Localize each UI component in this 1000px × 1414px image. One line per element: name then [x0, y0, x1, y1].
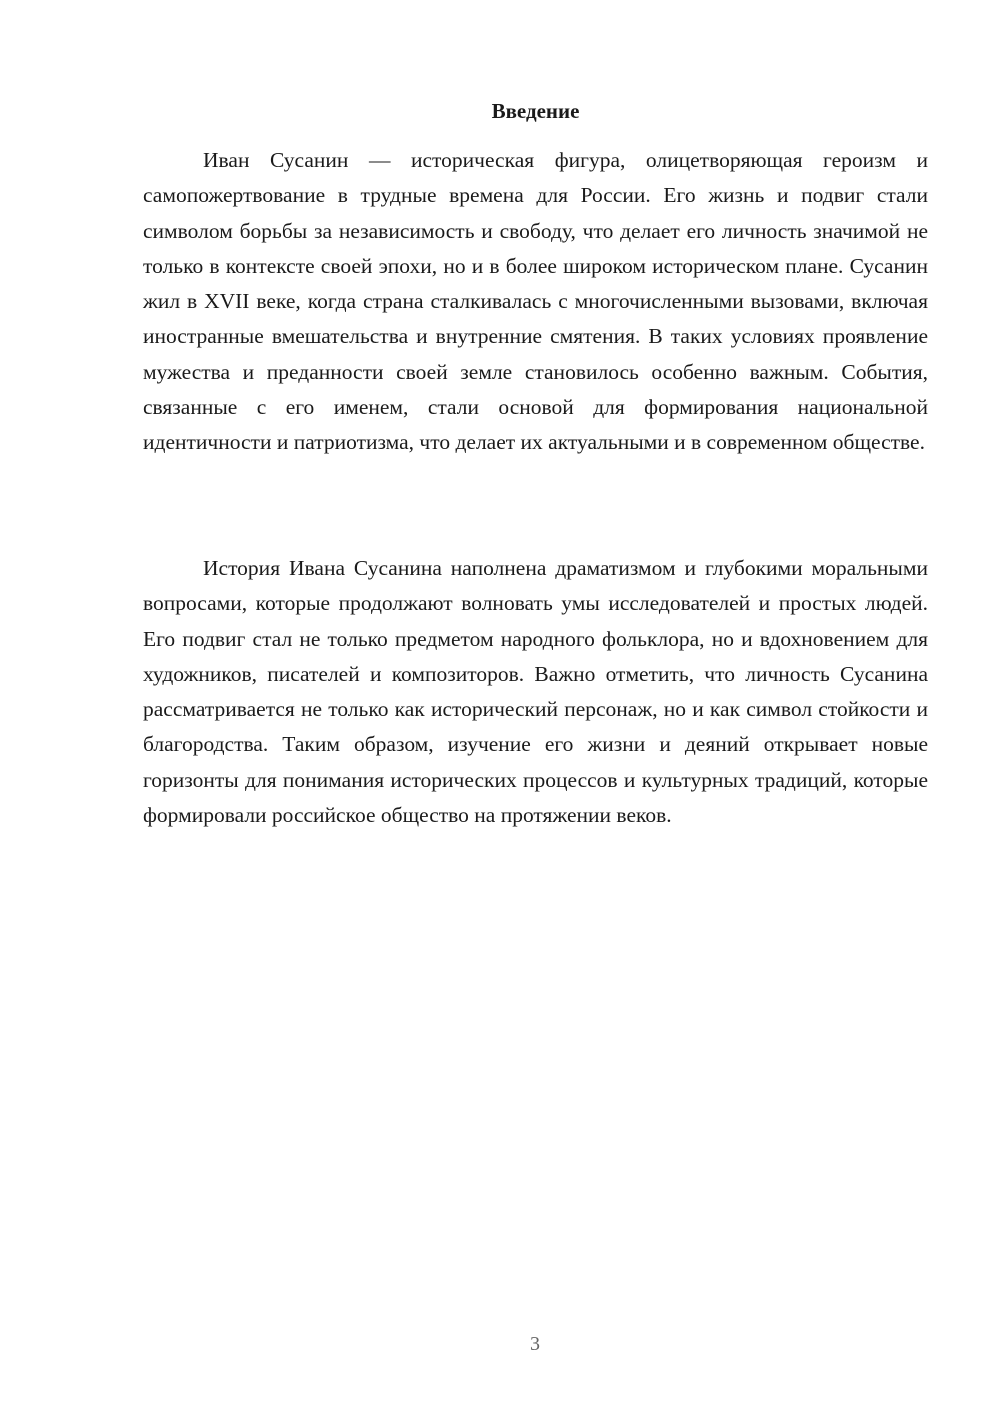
- paragraph-2: История Ивана Сусанина наполнена драматизмом и глубокими моральными вопросами, которые продолжают волновать умы исследователей и простых людей. Его подвиг стал не только предметом народного фольклора, но и вдохновением для художников, писателей и композиторов. Важно отметить, что личность Сусанина рассматривается не только как исторический персонаж, но и как символ стойкости и благородства. Таким образом, изучение его жизни и деяний открывает новые горизонты для понимания исторических процессов и культурных традиций, которые формировали российское общество на протяжении веков.: [143, 556, 928, 828]
- paragraph-1: Иван Сусанин — историческая фигура, олицетворяющая героизм и самопожертвование в трудные времена для России. Его жизнь и подвиг стали символом борьбы за независимость и свободу, что делает его личность значимой не только в контексте своей эпохи, но и в более широком историческом плане. Сусанин жил в XVII веке, когда страна сталкивалась с многочисленными вызовами, включая иностранные вмешательства и внутренние смятения. В таких условиях проявление мужества и преданности своей земле становилось особенно важным. События, связанные с его именем, стали основой для формирования национальной идентичности и патриотизма, что делает их актуальными и в современном обществе.: [143, 148, 928, 455]
- page-number: 3: [530, 1333, 540, 1355]
- section-heading: Введение: [491, 99, 580, 123]
